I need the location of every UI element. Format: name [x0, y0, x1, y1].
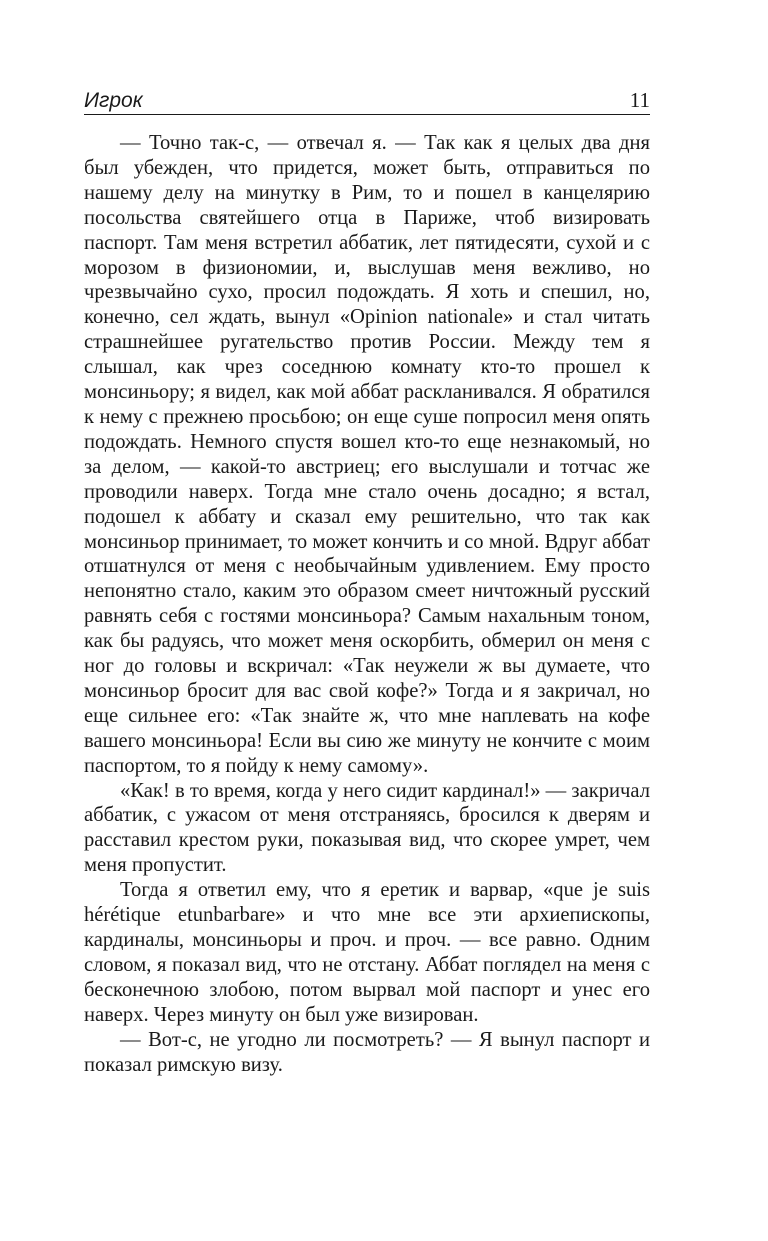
- paragraph: «Как! в то время, когда у него сидит кардинал!» — закричал аббатик, с ужасом от меня отстраняясь, бросился к дверям и расставил крестом руки, показывая вид, что скорее умрет, чем меня пропустит.: [84, 779, 650, 877]
- running-header: [84, 86, 650, 115]
- paragraph: — Точно так-с, — отвечал я. — Так как я целых два дня был убежден, что придется, может быть, отправиться по нашему делу на минутку в Рим, то и пошел в канцелярию посольства святейшего отца в Париже, чтоб визировать паспорт. Там меня встретил аббатик, лет пятидесяти, сухой и с морозом в физиономии, и, выслушав меня вежливо, но чрезвычайно сухо, просил подождать. Я хоть и спешил, но, конечно, сел ждать, вынул «Opinion nationale» и стал читать страшнейшее ругательство против России. Между тем я слышал, как чрез соседнюю комнату кто-то прошел к монсиньору; я видел, как мой аббат раскланивался. Я обратился к нему с прежнею просьбою; он еще суше попросил меня опять подождать. Немного спустя вошел кто-то еще незнакомый, но за делом, — какой-то австриец; его выслушали и тотчас же проводили наверх. Тогда мне стало очень досадно; я встал, подошел к аббату и сказал ему решительно, что так как монсиньор принимает, то может кончить и со мной. Вдруг аббат отшатнулся от меня с необычайным удивлением. Ему просто непонятно стало, каким это образом смеет ничтожный русский равнять себя с гостями монсиньора? Самым нахальным тоном, как бы радуясь, что может меня оскорбить, обмерил он меня с ног до головы и вскричал: «Так неужели ж вы думаете, что монсиньор бросит для вас свой кофе?» Тогда и я закричал, но еще сильнее его: «Так знайте ж, что мне наплевать на кофе вашего монсиньора! Если вы сию же минуту не кончите с моим паспортом, то я пойду к нему самому».: [84, 132, 650, 777]
- body-text: [84, 131, 650, 1077]
- page-number: 11: [629, 88, 650, 112]
- paragraph: — Вот-с, не угодно ли посмотреть? — Я вынул паспорт и показал римскую визу.: [84, 1028, 650, 1076]
- running-title: Игрок: [84, 89, 143, 112]
- book-page: [84, 86, 650, 1077]
- paragraph: Тогда я ответил ему, что я еретик и варвар, «que je suis hérétique etunbarbare» и что мне все эти архиепископы, кардиналы, монсиньоры и проч. и проч. — все равно. Одним словом, я показал вид, что не отстану. Аббат поглядел на меня с бесконечною злобою, потом вырвал мой паспорт и унес его наверх. Через минуту он был уже визирован.: [84, 879, 650, 1026]
